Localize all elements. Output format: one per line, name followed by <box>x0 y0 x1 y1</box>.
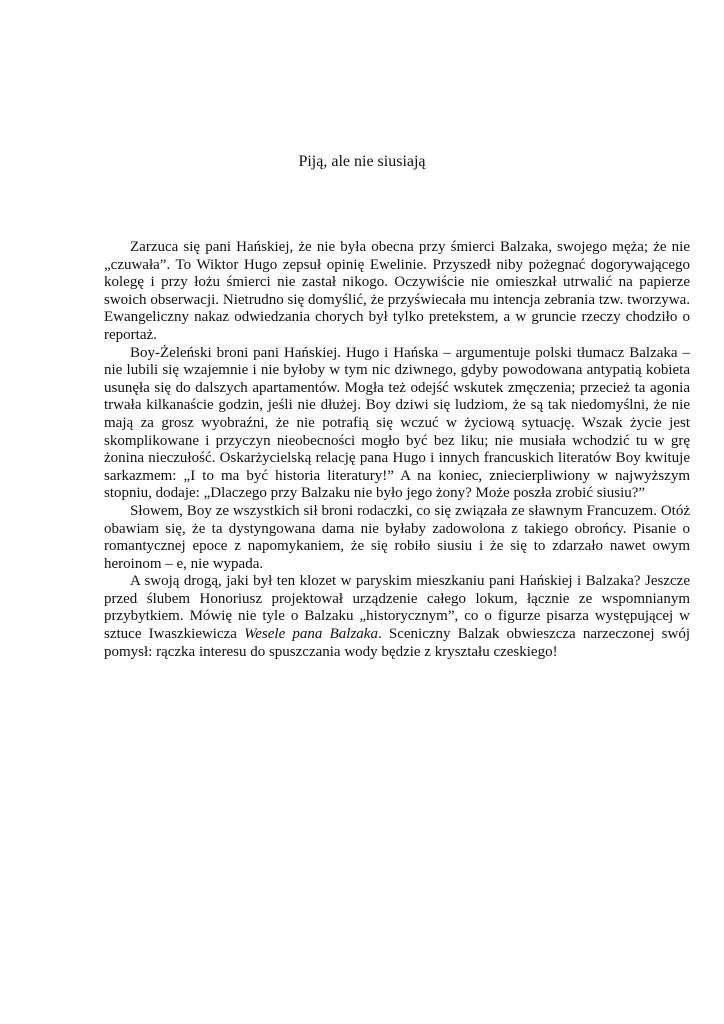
document-body <box>104 239 690 661</box>
page-title: Piją, ale nie siusiają <box>298 153 426 170</box>
paragraph: Boy-Żeleński broni pani Hańskiej. Hugo i Hańska – argumentuje polski tłumacz Balzaka – nie lubili się wzajemnie i nie byłoby w tym nic dziwnego, gdyby powodowana antypatią kobieta usunęła się do dalszych apartamentów. Mogła też odejść wskutek zmęczenia; przecież ta agonia trwała kilkanaście godzin, jeśli nie dłużej. Boy dziwi się ludziom, że są tak niedomyślni, że nie mają za grosz wyobraźni, że nie potrafią się wczuć w życiową sytuację. Wszak życie jest skomplikowane i przyczyn nieobecności mogło być bez liku; nie musiała wchodzić tu w grę żonina nieczułość. Oskarżycielską relację pana Hugo i innych francuskich literatów Boy kwituje sarkazmem: „I to ma być historia literatury!” A na koniec, zniecierpliwiony w najwyższym stopniu, dodaje: „Dlaczego przy Balzaku nie było jego żony? Może poszła zrobić siusiu?” <box>104 344 690 502</box>
paragraph-text: . Sceniczny Balzak obwieszcza narzeczonej swój pomysł: rączka interesu do spuszczania wody będzie z kryształu czeskiego! <box>104 626 691 660</box>
paragraph-text: A swoją drogą, jaki był ten klozet w paryskim mieszkaniu pani Hańskiej i Balzaka? Jeszcze przed ślubem Honoriusz projektował urządzenie całego lokum, łącznie ze wspomnianym przybytkiem. Mówię nie tyle o Balzaku „historycznym”, co o figurze pisarza występującej w sztuce Iwaszkiewicza <box>104 573 690 643</box>
book-title: Wesele pana Balzaka <box>244 626 378 643</box>
paragraph <box>104 573 690 661</box>
paragraph: Zarzuca się pani Hańskiej, że nie była obecna przy śmierci Balzaka, swojego męża; że nie „czuwała”. To Wiktor Hugo zepsuł opinię Ewelinie. Przyszedł niby pożegnać dogorywającego kolegę i przy łożu śmierci nie zastał nikogo. Oczywiście nie omieszkał utrwalić na papierze swoich obserwacji. Nietrudno się domyślić, że przyświecała mu intencja zebrania tzw. tworzywa. Ewangeliczny nakaz odwiedzania chorych był tylko pretekstem, a w gruncie rzeczy chodziło o reportaż. <box>104 239 690 343</box>
paragraph: Słowem, Boy ze wszystkich sił broni rodaczki, co się związała ze sławnym Francuzem. Otóż obawiam się, że ta dystyngowana dama nie byłaby zadowolona z takiego obrońcy. Pisanie o romantycznej epoce z napomykaniem, że się robiło siusiu i że się to zdarzało nawet owym heroinom – e, nie wypada. <box>104 502 690 572</box>
